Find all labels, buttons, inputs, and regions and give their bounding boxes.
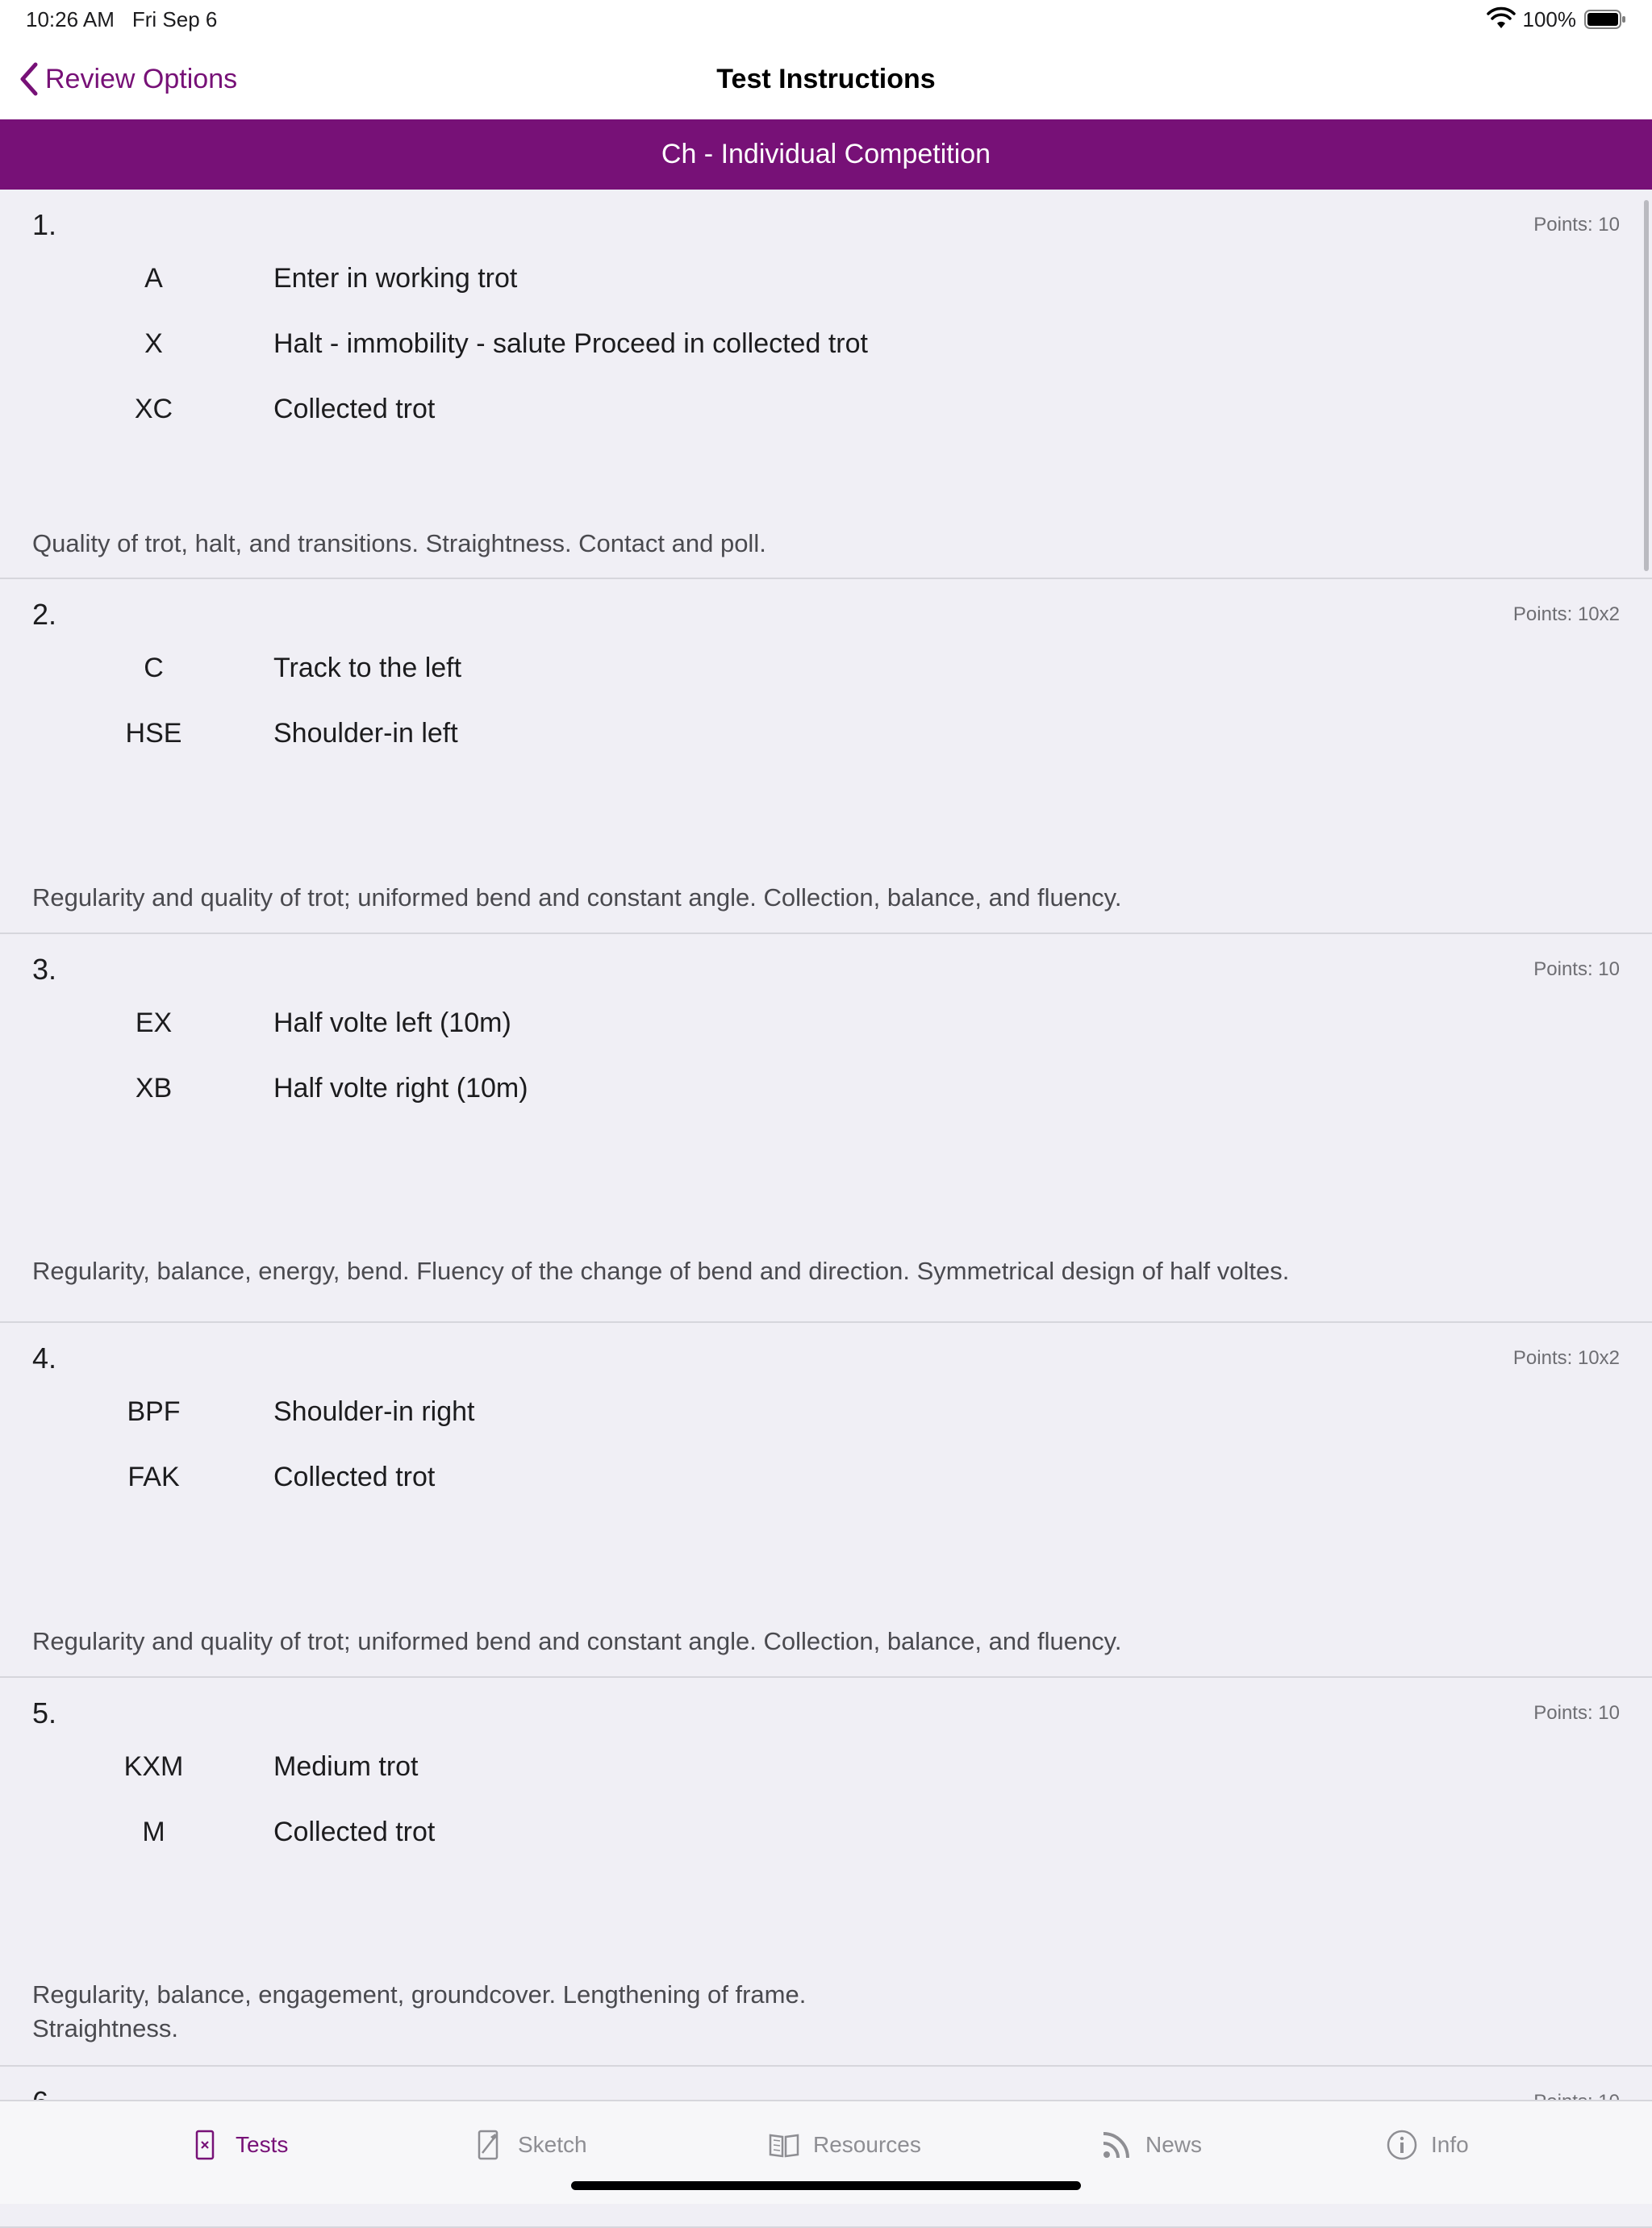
movement-letter: XC [134,394,173,424]
sketch-icon [473,2129,505,2161]
item-number: 3. [32,953,57,986]
movement-text: Collected trot [273,394,436,424]
test-name-banner: Ch - Individual Competition [0,119,1652,190]
movement-text: Medium trot [273,1751,419,1782]
item-description: Quality of trot, halt, and transitions. Straightness. Contact and poll. [32,529,766,557]
movement-text: Halt - immobility - salute Proceed in collected trot [273,328,868,359]
back-button-label: Review Options [45,63,238,94]
chevron-left-icon [18,61,39,97]
movement-row [32,1072,1620,1137]
movement-row [32,393,1620,458]
tab-news[interactable] [1100,2126,1202,2164]
wifi-icon [1487,9,1515,30]
movement-letter: C [144,653,164,683]
page-title: Test Instructions [716,63,936,94]
movement-text: Track to the left [273,653,462,683]
movement-letter: HSE [125,718,182,749]
movement-row [32,1461,1620,1526]
item-points: Points: 10 [1533,1702,1620,1724]
movement-row [32,717,1620,782]
tab-tests[interactable] [190,2126,288,2164]
item-points: Points: 10 [1533,214,1620,236]
list-item [0,934,1652,1323]
item-description-line: Regularity, balance, engagement, groundcover. Lengthening of frame. [32,1980,807,2009]
item-description: Regularity and quality of trot; uniformed bend and constant angle. Collection, balance, and fluency. [32,1627,1122,1655]
status-time: 10:26 AM [26,6,115,31]
tab-resources[interactable] [768,2126,921,2164]
movement-letter: BPF [127,1396,181,1427]
item-points: Points: 10 [1533,958,1620,980]
rss-icon [1100,2129,1133,2161]
tab-label: Resources [813,2132,921,2157]
movement-letter: X [144,328,163,359]
movement-row [32,1750,1620,1816]
movement-text: Shoulder-in right [273,1396,475,1427]
item-description [32,1978,806,2046]
movement-row [32,328,1620,393]
movement-text: Half volte left (10m) [273,1008,511,1038]
movement-letter: EX [135,1008,173,1038]
movement-row [32,652,1620,717]
movement-text: Shoulder-in left [273,718,458,749]
item-number: 2. [32,598,57,631]
movement-text: Half volte right (10m) [273,1073,528,1104]
book-icon [768,2129,800,2161]
item-description-line: Straightness. [32,2014,178,2042]
movement-text: Collected trot [273,1817,436,1847]
tab-info[interactable] [1386,2126,1469,2164]
item-description: Regularity and quality of trot; uniformed bend and constant angle. Collection, balance, and fluency. [32,883,1122,912]
item-points: Points: 10x2 [1512,603,1620,625]
info-icon [1386,2129,1418,2161]
tab-sketch[interactable] [473,2126,587,2164]
item-number: 4. [32,1341,57,1375]
list-item [0,1323,1652,1678]
tab-label: Sketch [518,2132,587,2157]
tab-label: Tests [236,2132,289,2157]
status-bar [0,0,1652,39]
item-number: 5. [32,1696,57,1729]
item-description: Regularity, balance, energy, bend. Fluency of the change of bend and direction. Symmetrical design of half voltes. [32,1257,1290,1285]
battery-icon [1584,9,1626,30]
battery-percent: 100% [1522,6,1576,31]
tab-label: Info [1431,2132,1469,2157]
tab-label: News [1145,2132,1203,2157]
navigation-bar [0,39,1652,119]
instructions-list[interactable] [0,190,1652,2100]
status-date: Fri Sep 6 [131,6,218,31]
movement-letter: FAK [127,1462,180,1492]
home-indicator[interactable] [571,2181,1081,2190]
movement-text: Collected trot [273,1462,436,1492]
list-item [0,579,1652,934]
movement-row [32,262,1620,328]
item-points: Points: 10x2 [1512,1347,1620,1369]
list-item [0,1678,1652,2067]
movement-letter: M [142,1817,165,1847]
movement-row [32,1396,1620,1461]
tests-icon [190,2129,223,2161]
movement-row [32,1007,1620,1072]
movement-row [32,1816,1620,1881]
movement-letter: KXM [123,1751,184,1782]
back-button[interactable] [18,56,237,102]
list-item [0,190,1652,579]
movement-letter: XB [135,1073,173,1104]
scroll-indicator[interactable] [1644,200,1649,571]
item-number: 1. [32,208,57,241]
movement-letter: A [144,263,163,294]
movement-text: Enter in working trot [273,263,518,294]
